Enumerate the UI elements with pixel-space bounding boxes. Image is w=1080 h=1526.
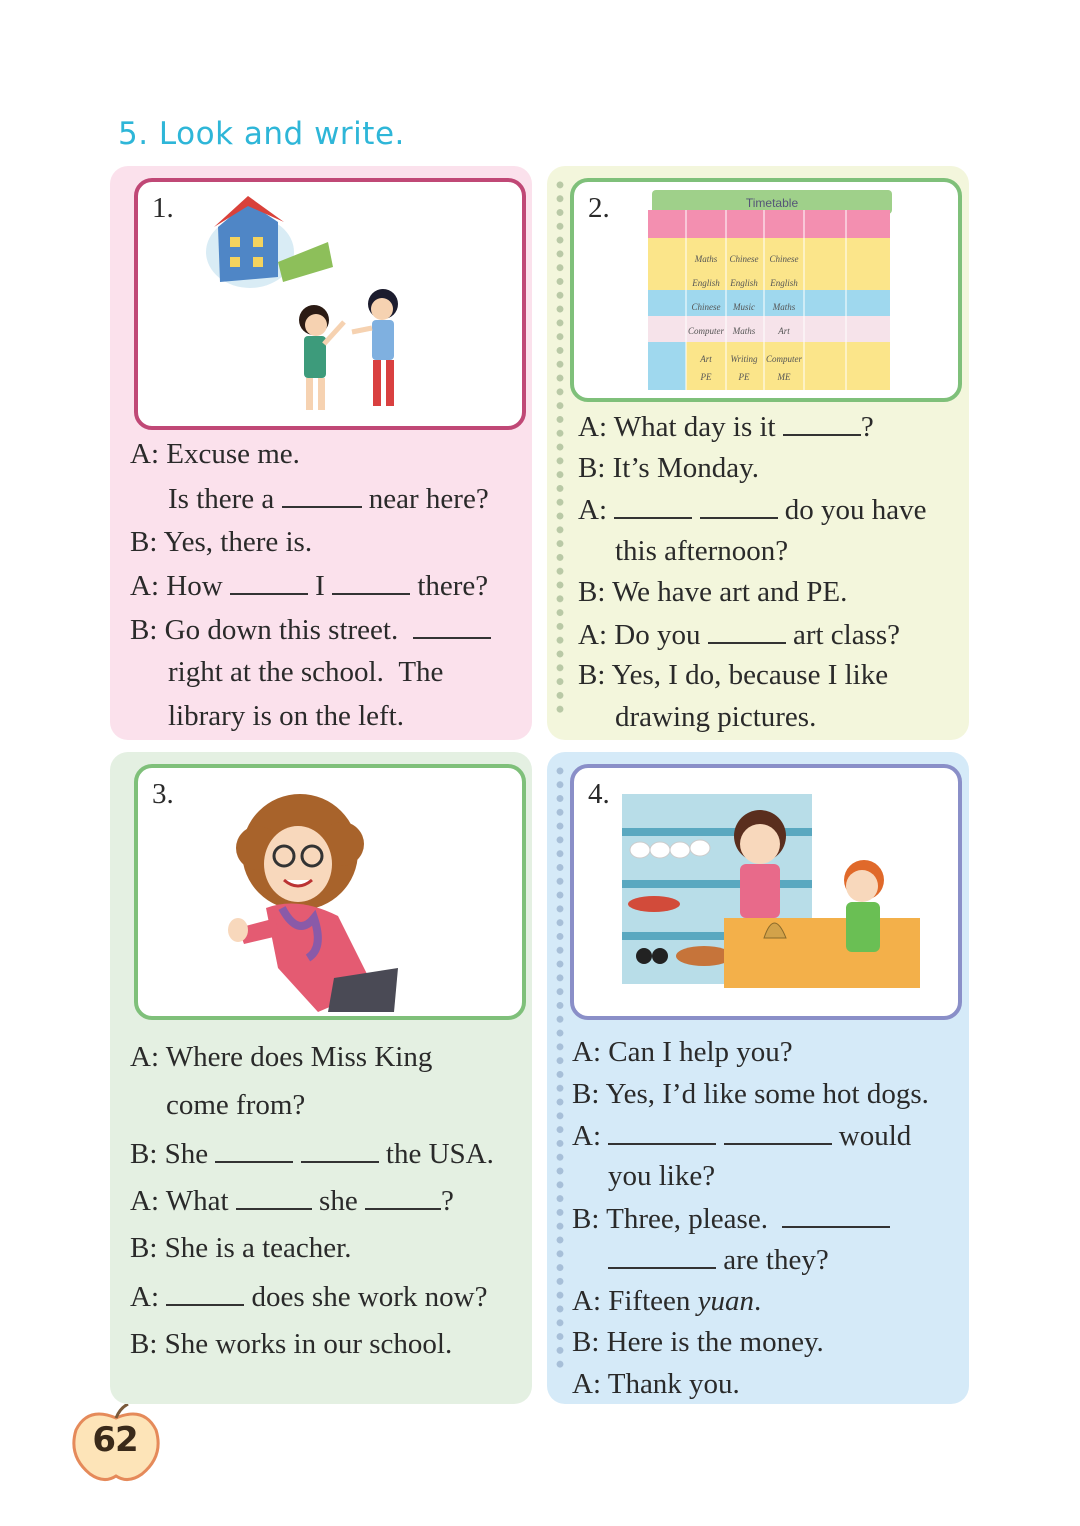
- dialogue-line: B: It’s Monday.: [578, 452, 759, 484]
- dialogue-line: A: What day is it ?: [578, 411, 874, 443]
- answer-blank[interactable]: [166, 1282, 244, 1306]
- dialogue-line: B: Here is the money.: [572, 1326, 824, 1358]
- dialogue-line: Is there a near here?: [168, 483, 489, 515]
- svg-text:Art: Art: [700, 354, 712, 364]
- answer-blank[interactable]: [365, 1186, 441, 1210]
- svg-text:Maths: Maths: [694, 254, 718, 264]
- dialogue-line: B: She is a teacher.: [130, 1232, 352, 1264]
- answer-blank[interactable]: [608, 1245, 716, 1269]
- svg-text:Maths: Maths: [772, 302, 796, 312]
- answer-blank[interactable]: [215, 1139, 293, 1163]
- dialogue-line: A: Where does Miss King: [130, 1041, 433, 1073]
- answer-blank[interactable]: [332, 571, 410, 595]
- dialogue-line: library is on the left.: [168, 700, 404, 732]
- dotted-divider: [556, 178, 564, 718]
- svg-text:Art: Art: [778, 326, 790, 336]
- exercise-heading: 5. Look and write.: [118, 116, 405, 152]
- timetable-illustration: [574, 182, 958, 398]
- answer-blank[interactable]: [301, 1139, 379, 1163]
- item-number-2: 2.: [588, 192, 610, 224]
- svg-text:Writing: Writing: [730, 354, 758, 364]
- answer-blank[interactable]: [724, 1121, 832, 1145]
- dialogue-line: B: She the USA.: [130, 1138, 494, 1170]
- answer-blank[interactable]: [230, 571, 308, 595]
- svg-text:Computer: Computer: [766, 354, 802, 364]
- dialogue-line: B: Go down this street.: [130, 615, 491, 645]
- dialogue-line: A: Excuse me.: [130, 438, 300, 470]
- svg-text:Chinese: Chinese: [691, 302, 721, 312]
- school-and-children-illustration: [138, 182, 522, 426]
- dialogue-line: B: Yes, I do, because I like: [578, 659, 889, 691]
- answer-blank[interactable]: [708, 620, 786, 644]
- dotted-divider: [556, 764, 564, 1372]
- dialogue-line: B: She works in our school.: [130, 1328, 453, 1360]
- dialogue-line: A: What she ?: [130, 1185, 454, 1217]
- dialogue-line: B: We have art and PE.: [578, 576, 848, 608]
- svg-text:Chinese: Chinese: [729, 254, 759, 264]
- dialogue-line: A: How I there?: [130, 570, 489, 602]
- picture-frame-3: [134, 764, 526, 1020]
- answer-blank[interactable]: [700, 495, 778, 519]
- svg-text:PE: PE: [738, 372, 750, 382]
- dialogue-line: B: Yes, I’d like some hot dogs.: [572, 1078, 929, 1110]
- svg-text:Maths: Maths: [732, 326, 756, 336]
- picture-frame-2: [570, 178, 962, 402]
- dialogue-line: B: Three, please.: [572, 1204, 890, 1234]
- answer-blank[interactable]: [783, 412, 861, 436]
- dialogue-line: A: Do you art class?: [578, 619, 901, 651]
- answer-blank[interactable]: [236, 1186, 312, 1210]
- shop-illustration: [574, 768, 958, 1016]
- dialogue-line: A: Can I help you?: [572, 1036, 793, 1068]
- svg-text:PE: PE: [700, 372, 712, 382]
- svg-text:English: English: [692, 278, 720, 288]
- dialogue-line: A: would: [572, 1120, 912, 1152]
- dialogue-line: B: Yes, there is.: [130, 526, 313, 558]
- page-number: 62: [92, 1420, 138, 1460]
- answer-blank[interactable]: [608, 1121, 716, 1145]
- answer-blank[interactable]: [282, 484, 362, 508]
- answer-blank[interactable]: [614, 495, 692, 519]
- svg-text:English: English: [770, 278, 798, 288]
- item-number-3: 3.: [152, 778, 174, 810]
- picture-frame-1: [134, 178, 526, 430]
- picture-frame-4: [570, 764, 962, 1020]
- svg-text:Music: Music: [733, 302, 755, 312]
- svg-text:Computer: Computer: [688, 326, 724, 336]
- dialogue-line: A: Thank you.: [572, 1368, 740, 1400]
- answer-blank[interactable]: [413, 615, 491, 639]
- dialogue-line: right at the school. The: [168, 656, 444, 688]
- dialogue-line: A: does she work now?: [130, 1281, 488, 1313]
- answer-blank[interactable]: [782, 1204, 890, 1228]
- dialogue-line: you like?: [608, 1160, 716, 1192]
- svg-text:English: English: [730, 278, 758, 288]
- svg-text:Chinese: Chinese: [769, 254, 799, 264]
- dialogue-line: A: Fifteen yuan.: [572, 1285, 762, 1317]
- dialogue-line: A: do you have: [578, 494, 927, 526]
- dialogue-line: this afternoon?: [615, 535, 789, 567]
- item-number-1: 1.: [152, 192, 174, 224]
- svg-text:Timetable: Timetable: [745, 196, 799, 210]
- dialogue-line: are they?: [608, 1245, 829, 1275]
- dialogue-line: come from?: [166, 1089, 306, 1121]
- miss-king-illustration: [138, 768, 522, 1016]
- svg-text:ME: ME: [777, 372, 791, 382]
- dialogue-line: drawing pictures.: [615, 701, 817, 733]
- item-number-4: 4.: [588, 778, 610, 810]
